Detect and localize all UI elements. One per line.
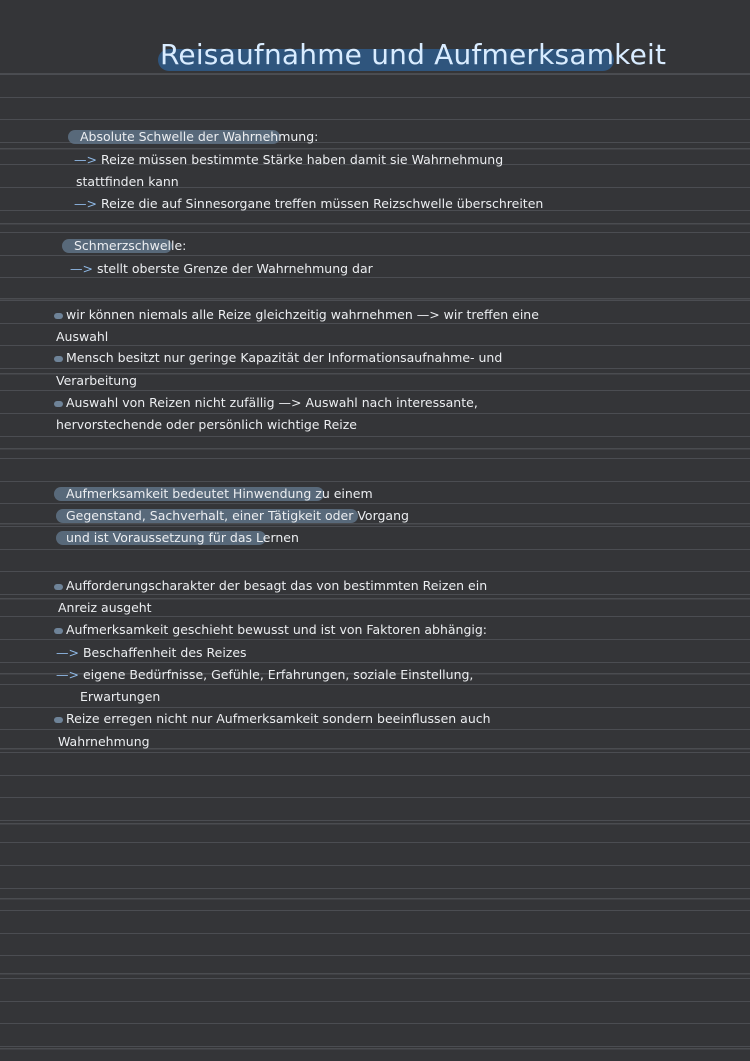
section2-item-1: —> stellt oberste Grenze der Wahrnehmung dar xyxy=(70,261,373,276)
section5-line-5: —> eigene Bedürfnisse, Gefühle, Erfahrungen, soziale Einstellung, xyxy=(56,667,474,682)
ruled-line xyxy=(0,910,750,911)
section4-line-3: und ist Voraussetzung für das Lernen xyxy=(66,530,299,545)
ruled-line xyxy=(0,503,750,504)
section2-heading: Schmerzschwelle: xyxy=(74,238,187,253)
section3-line-1: wir können niemals alle Reize gleichzeitig wahrnehmen —> wir treffen eine xyxy=(54,307,539,323)
section5-line-4: —> Beschaffenheit des Reizes xyxy=(56,645,247,660)
section5-line-7: Reize erregen nicht nur Aufmerksamkeit sondern beeinflussen auch xyxy=(54,711,491,727)
ruled-line xyxy=(0,277,750,278)
bullet-dash-icon xyxy=(54,628,63,634)
ruled-line xyxy=(0,662,750,663)
bullet-dash-icon xyxy=(54,717,63,723)
ruled-line xyxy=(0,639,750,640)
ruled-line xyxy=(0,571,750,572)
ruled-line xyxy=(0,797,750,798)
section3-line-2: Auswahl xyxy=(56,329,109,344)
arrow-icon: —> xyxy=(56,667,79,682)
section5-line-8: Wahrnehmung xyxy=(58,734,150,749)
ruled-line xyxy=(0,323,750,324)
ruled-line xyxy=(0,729,750,730)
section5-line-6: Erwartungen xyxy=(80,689,161,704)
ruled-line xyxy=(0,1046,750,1047)
ruled-line xyxy=(0,594,750,595)
ruled-line xyxy=(0,888,750,889)
ruled-line xyxy=(0,865,750,866)
section1-item-3: —> Reize die auf Sinnesorgane treffen müssen Reizschwelle überschreiten xyxy=(74,196,544,211)
ruled-line xyxy=(0,390,750,391)
ruled-line xyxy=(0,458,750,459)
arrow-icon: —> xyxy=(74,152,97,167)
bullet-dash-icon xyxy=(54,401,63,407)
section5-line-2: Anreiz ausgeht xyxy=(58,600,152,615)
ruled-line xyxy=(0,119,750,120)
ruled-line xyxy=(0,436,750,437)
ruled-line xyxy=(0,413,750,414)
section3-line-6: hervorstechende oder persönlich wichtige Reize xyxy=(56,417,357,432)
ruled-line xyxy=(0,368,750,369)
arrow-icon: —> xyxy=(56,645,79,660)
ruled-line xyxy=(0,820,750,821)
ruled-line xyxy=(0,549,750,550)
page-title: Reisaufnahme und Aufmerksamkeit xyxy=(160,38,667,71)
ruled-line xyxy=(0,232,750,233)
ruled-line xyxy=(0,481,750,482)
ruled-line xyxy=(0,300,750,301)
section5-line-3: Aufmerksamkeit geschieht bewusst und ist von Faktoren abhängig: xyxy=(54,622,487,638)
section1-heading: Absolute Schwelle der Wahrnehmung: xyxy=(80,129,319,144)
section1-item-2: stattfinden kann xyxy=(76,174,179,189)
ruled-line xyxy=(0,933,750,934)
ruled-line xyxy=(0,255,750,256)
ruled-line xyxy=(0,775,750,776)
ruled-line xyxy=(0,1001,750,1002)
ruled-line xyxy=(0,345,750,346)
ruled-line xyxy=(0,616,750,617)
ruled-line xyxy=(0,978,750,979)
bullet-dash-icon xyxy=(54,584,63,590)
arrow-icon: —> xyxy=(70,261,93,276)
ruled-line xyxy=(0,684,750,685)
section3-line-5: Auswahl von Reizen nicht zufällig —> Auswahl nach interessante, xyxy=(54,395,478,411)
section4-line-2: Gegenstand, Sachverhalt, einer Tätigkeit oder Vorgang xyxy=(66,508,409,523)
ruled-line xyxy=(0,1023,750,1024)
ruled-line xyxy=(0,955,750,956)
ruled-line xyxy=(0,707,750,708)
arrow-icon: —> xyxy=(74,196,97,211)
section3-line-4: Verarbeitung xyxy=(56,373,137,388)
section1-item-1: —> Reize müssen bestimmte Stärke haben damit sie Wahrnehmung xyxy=(74,152,504,167)
section3-line-3: Mensch besitzt nur geringe Kapazität der Informationsaufnahme- und xyxy=(54,350,502,366)
ruled-line xyxy=(0,97,750,98)
ruled-line xyxy=(0,752,750,753)
bullet-dash-icon xyxy=(54,313,63,319)
ruled-line xyxy=(0,526,750,527)
ruled-line xyxy=(0,74,750,75)
section5-line-1: Aufforderungscharakter der besagt das von bestimmten Reizen ein xyxy=(54,578,487,594)
bullet-dash-icon xyxy=(54,356,63,362)
ruled-line xyxy=(0,842,750,843)
section4-line-1: Aufmerksamkeit bedeutet Hinwendung zu einem xyxy=(66,486,373,501)
